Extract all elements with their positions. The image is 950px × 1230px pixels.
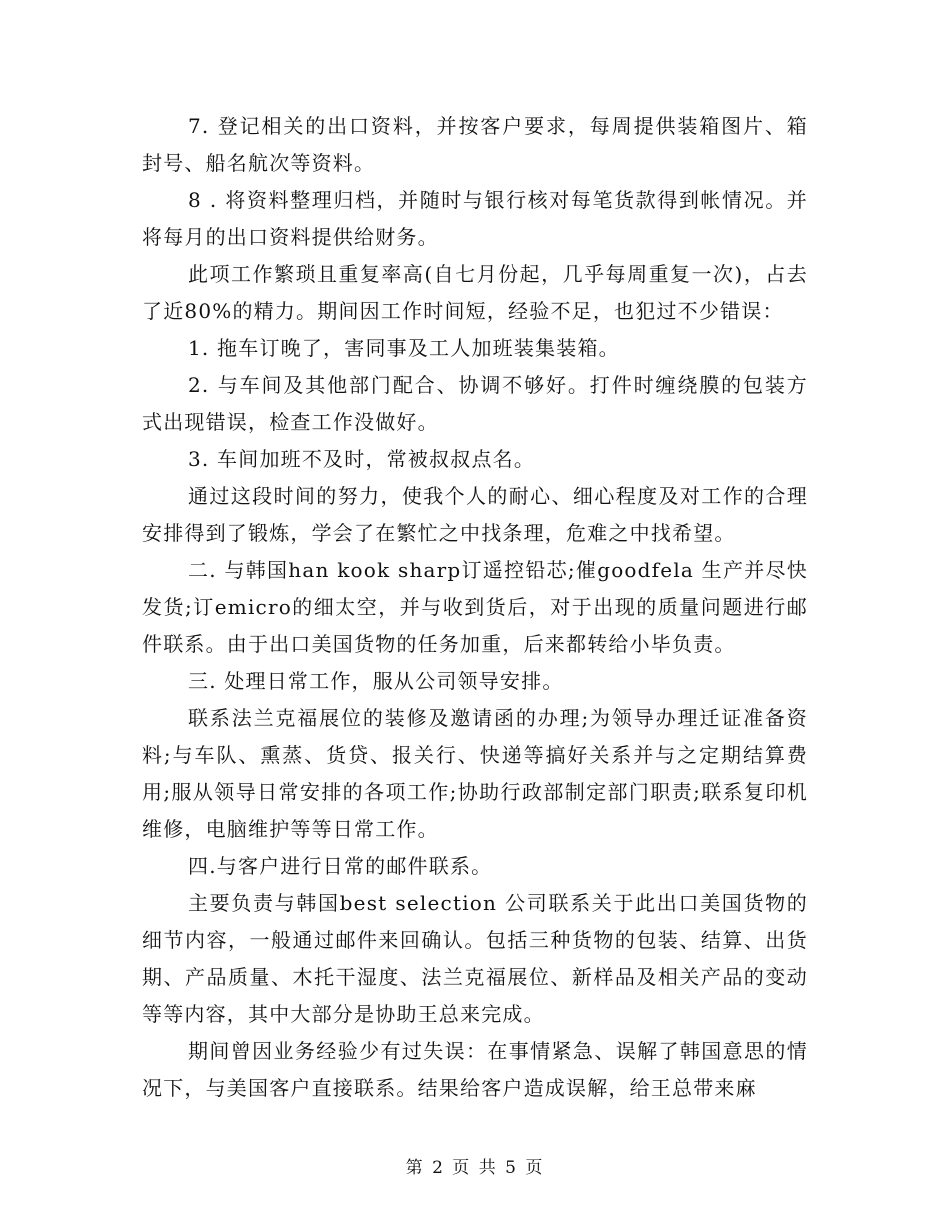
- paragraph-error-note: 期间曾因业务经验少有过失误：在事情紧急、误解了韩国意思的情况下，与美国客户直接联系。结果给客户造成误解，给王总带来麻: [142, 1039, 808, 1100]
- paragraph-section-2: 二. 与韩国han kook sharp订遥控铅芯;催goodfela 生产并尽快发货;订emicro的细太空，并与收到货后，对于出现的质量问题进行邮件联系。由于出口美国货物的任务加重，后来都转给小毕负责。: [142, 558, 808, 656]
- paragraph-mistake-2: 2. 与车间及其他部门配合、协调不够好。打件时缠绕膜的包装方式出现错误，检查工作没做好。: [142, 373, 808, 434]
- paragraph-reflection: 通过这段时间的努力，使我个人的耐心、细心程度及对工作的合理安排得到了锻炼，学会了在繁忙之中找条理，危难之中找希望。: [142, 484, 808, 545]
- paragraph-item-7: 7. 登记相关的出口资料，并按客户要求，每周提供装箱图片、箱封号、船名航次等资料。: [142, 114, 808, 175]
- paragraph-section-3-heading: 三. 处理日常工作，服从公司领导安排。: [188, 669, 564, 693]
- paragraph-section-3-body: 联系法兰克福展位的装修及邀请函的办理;为领导办理迁证准备资料;与车队、熏蒸、货贷、报关行、快递等搞好关系并与之定期结算费用;服从领导日常安排的各项工作;协助行政部制定部门职责;联系复印机维修，电脑维护等等日常工作。: [142, 706, 808, 841]
- paragraph-section-4-body: 主要负责与韩国best selection 公司联系关于此出口美国货物的细节内容，一般通过邮件来回确认。包括三种货物的包装、结算、出货期、产品质量、木托干湿度、法兰克福展位、新样品及相关产品的变动等等内容，其中大部分是协助王总来完成。: [142, 891, 808, 1026]
- paragraph-mistake-3: 3. 车间加班不及时，常被叔叔点名。: [188, 447, 536, 471]
- paragraph-section-4-heading: 四.与客户进行日常的邮件联系。: [188, 854, 493, 878]
- document-body: [142, 108, 808, 1107]
- paragraph-item-8: 8 . 将资料整理归档，并随时与银行核对每笔货款得到帐情况。并将每月的出口资料提供给财务。: [142, 188, 808, 249]
- paragraph-workload-summary: 此项工作繁琐且重复率高(自七月份起，几乎每周重复一次)，占去了近80%的精力。期间因工作时间短，经验不足，也犯过不少错误：: [142, 262, 808, 323]
- paragraph-mistake-1: 1. 拖车订晚了，害同事及工人加班装集装箱。: [188, 336, 620, 360]
- page-number-footer: 第 2 页 共 5 页: [405, 1158, 545, 1178]
